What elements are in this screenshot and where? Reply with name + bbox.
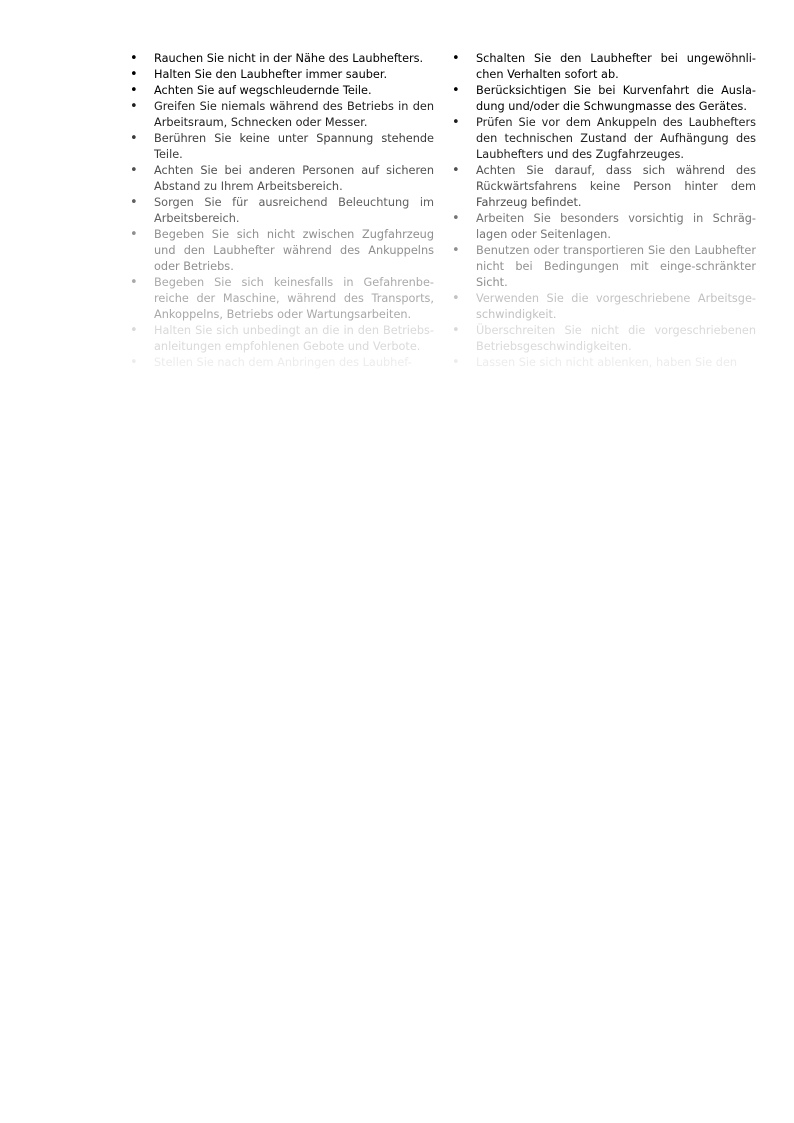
bullet-icon: • <box>452 163 460 178</box>
list-item <box>130 83 434 99</box>
list-item <box>130 131 434 163</box>
list-item-text: Berücksichtigen Sie bei Kurvenfahrt die Ausla-dung und/oder die Schwungmasse des Gerätes. <box>476 84 756 113</box>
bullet-icon: • <box>130 83 138 98</box>
list-item-text: Stellen Sie nach dem Anbringen des Laubhef- <box>154 356 412 369</box>
left-safety-list <box>130 51 434 371</box>
list-item-text: Halten Sie sich unbedingt an die in den Betriebs-anleitungen empfohlenen Gebote und Verbote. <box>154 324 434 353</box>
bullet-icon: • <box>452 323 460 338</box>
bullet-icon: • <box>130 323 138 338</box>
bullet-icon: • <box>130 275 138 290</box>
bullet-icon: • <box>130 227 138 242</box>
list-item <box>130 227 434 275</box>
list-item <box>452 355 756 371</box>
list-item-text: Achten Sie auf wegschleudernde Teile. <box>154 84 372 97</box>
list-item-text: Achten Sie bei anderen Personen auf sicheren Abstand zu Ihrem Arbeitsbereich. <box>154 164 434 193</box>
list-item <box>452 51 756 83</box>
bullet-icon: • <box>452 355 460 370</box>
list-item-text: Begeben Sie sich nicht zwischen Zugfahrzeug und den Laubhefter während des Ankuppelns oder Betriebs. <box>154 228 434 273</box>
list-item-text: Arbeiten Sie besonders vorsichtig in Schräg-lagen oder Seitenlagen. <box>476 212 756 241</box>
list-item <box>130 163 434 195</box>
bullet-icon: • <box>452 291 460 306</box>
list-item <box>452 115 756 163</box>
list-item-text: Rauchen Sie nicht in der Nähe des Laubhefters. <box>154 52 424 65</box>
bullet-icon: • <box>452 83 460 98</box>
list-item <box>130 67 434 83</box>
bullet-icon: • <box>130 51 138 66</box>
bullet-icon: • <box>452 211 460 226</box>
list-item-text: Prüfen Sie vor dem Ankuppeln des Laubhefters den technischen Zustand der Aufhängung des Laubhefters und des Zugfahrzeuges. <box>476 116 756 161</box>
list-item <box>452 83 756 115</box>
list-item <box>452 291 756 323</box>
list-item-text: Greifen Sie niemals während des Betriebs in den Arbeitsraum, Schnecken oder Messer. <box>154 100 434 129</box>
right-safety-list <box>452 51 756 371</box>
list-item <box>130 323 434 355</box>
bullet-icon: • <box>452 243 460 258</box>
list-item <box>130 99 434 131</box>
list-item-text: Benutzen oder transportieren Sie den Laubhefter nicht bei Bedingungen mit einge-schränkter Sicht. <box>476 244 756 289</box>
bullet-icon: • <box>452 115 460 130</box>
list-item <box>130 275 434 323</box>
list-item <box>130 51 434 67</box>
list-item <box>130 195 434 227</box>
list-item-text: Sorgen Sie für ausreichend Beleuchtung im Arbeitsbereich. <box>154 196 434 225</box>
list-item <box>452 163 756 211</box>
list-item-text: Überschreiten Sie nicht die vorgeschriebenen Betriebsgeschwindigkeiten. <box>476 324 756 353</box>
bullet-icon: • <box>130 355 138 370</box>
list-item-text: Verwenden Sie die vorgeschriebene Arbeitsge-schwindigkeit. <box>476 292 756 321</box>
list-item-text: Schalten Sie den Laubhefter bei ungewöhnli-chen Verhalten sofort ab. <box>476 52 756 81</box>
list-item <box>452 243 756 291</box>
bullet-icon: • <box>130 131 138 146</box>
bullet-icon: • <box>452 51 460 66</box>
bullet-icon: • <box>130 195 138 210</box>
list-item-text: Halten Sie den Laubhefter immer sauber. <box>154 68 388 81</box>
list-item-text: Lassen Sie sich nicht ablenken, haben Sie den <box>476 356 738 369</box>
bullet-icon: • <box>130 163 138 178</box>
bullet-icon: • <box>130 99 138 114</box>
list-item-text: Berühren Sie keine unter Spannung stehende Teile. <box>154 132 434 161</box>
list-item <box>452 211 756 243</box>
list-item <box>130 355 434 371</box>
list-item <box>452 323 756 355</box>
list-item-text: Achten Sie darauf, dass sich während des Rückwärtsfahrens keine Person hinter dem Fahrzeug befindet. <box>476 164 756 209</box>
list-item-text: Begeben Sie sich keinesfalls in Gefahrenbe-reiche der Maschine, während des Transports, Ankoppelns, Betriebs oder Wartungsarbeiten. <box>154 276 434 321</box>
bullet-icon: • <box>130 67 138 82</box>
